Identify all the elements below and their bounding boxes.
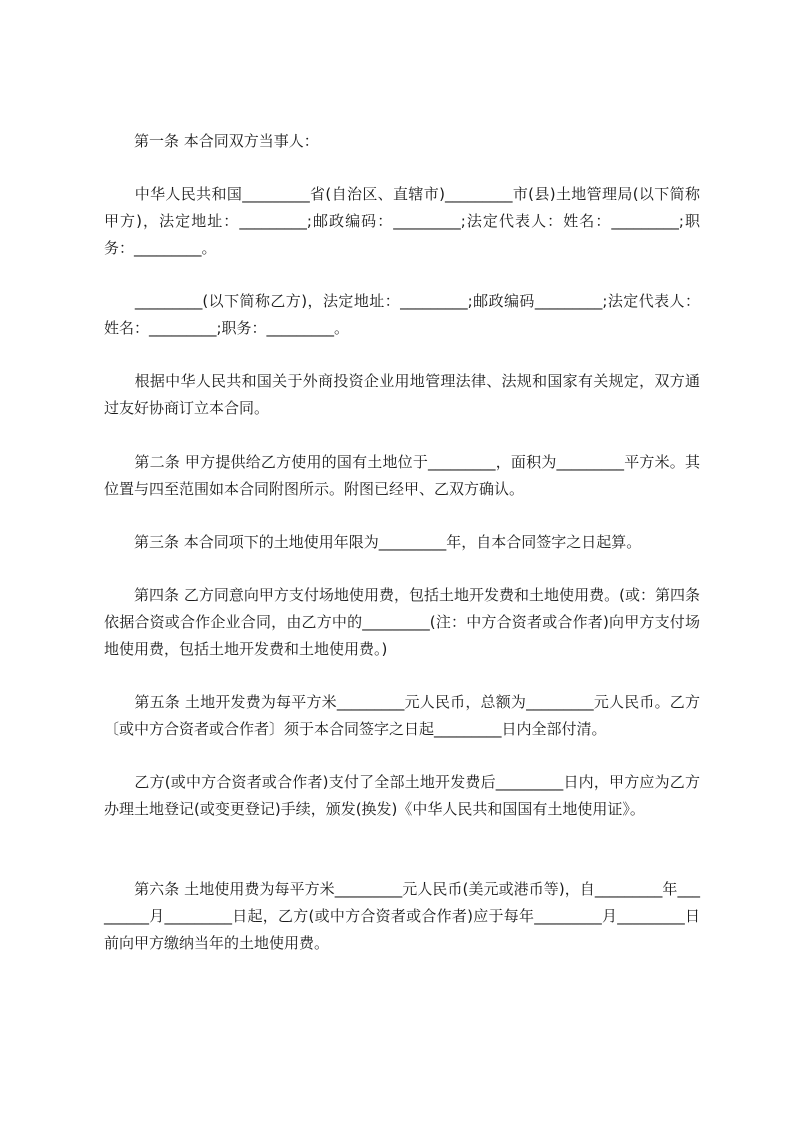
party-a-clause: 中华人民共和国_________省(自治区、直辖市)_________市(县)土地管理局(以下简称甲方)，法定地址：_________;邮政编码：_________;法定代表人：姓名：_________;职务：_________。 xyxy=(104,185,700,257)
party-b-clause: _________(以下简称乙方)，法定地址：_________;邮政编码_________;法定代表人：姓名：_________;职务：_________。 xyxy=(104,292,700,337)
article-1-heading: 第一条 本合同双方当事人： xyxy=(104,132,319,150)
land-registration-clause: 乙方(或中方合资者或合作者)支付了全部土地开发费后_________日内，甲方应为乙方办理土地登记(或变更登记)手续，颁发(换发)《中华人民共和国国有土地使用证》。 xyxy=(104,773,700,818)
article-5-clause: 第五条 土地开发费为每平方米_________元人民币，总额为_________元人民币。乙方〔或中方合资者或合作者〕须于本合同签字之日起_________日内全部付清。 xyxy=(104,693,700,738)
article-2-clause: 第二条 甲方提供给乙方使用的国有土地位于_________，面积为_________平方米。其位置与四至范围如本合同附图所示。附图已经甲、乙双方确认。 xyxy=(104,453,700,498)
article-6-clause: 第六条 土地使用费为每平方米_________元人民币(美元或港币等)，自_________年_________月_________日起，乙方(或中方合资者或合作者)应于每年_________月_________日前向甲方缴纳当年的土地使用费。 xyxy=(104,880,700,952)
preamble-clause: 根据中华人民共和国关于外商投资企业用地管理法律、法规和国家有关规定，双方通过友好协商订立本合同。 xyxy=(104,372,700,417)
article-3-clause: 第三条 本合同项下的土地使用年限为_________年，自本合同签字之日起算。 xyxy=(104,533,642,551)
article-4-clause: 第四条 乙方同意向甲方支付场地使用费，包括土地开发费和土地使用费。(或：第四条依据合资或合作企业合同，由乙方中的_________(注：中方合资者或合作者)向甲方支付场地使用费，包括土地开发费和土地使用费。) xyxy=(104,586,700,658)
